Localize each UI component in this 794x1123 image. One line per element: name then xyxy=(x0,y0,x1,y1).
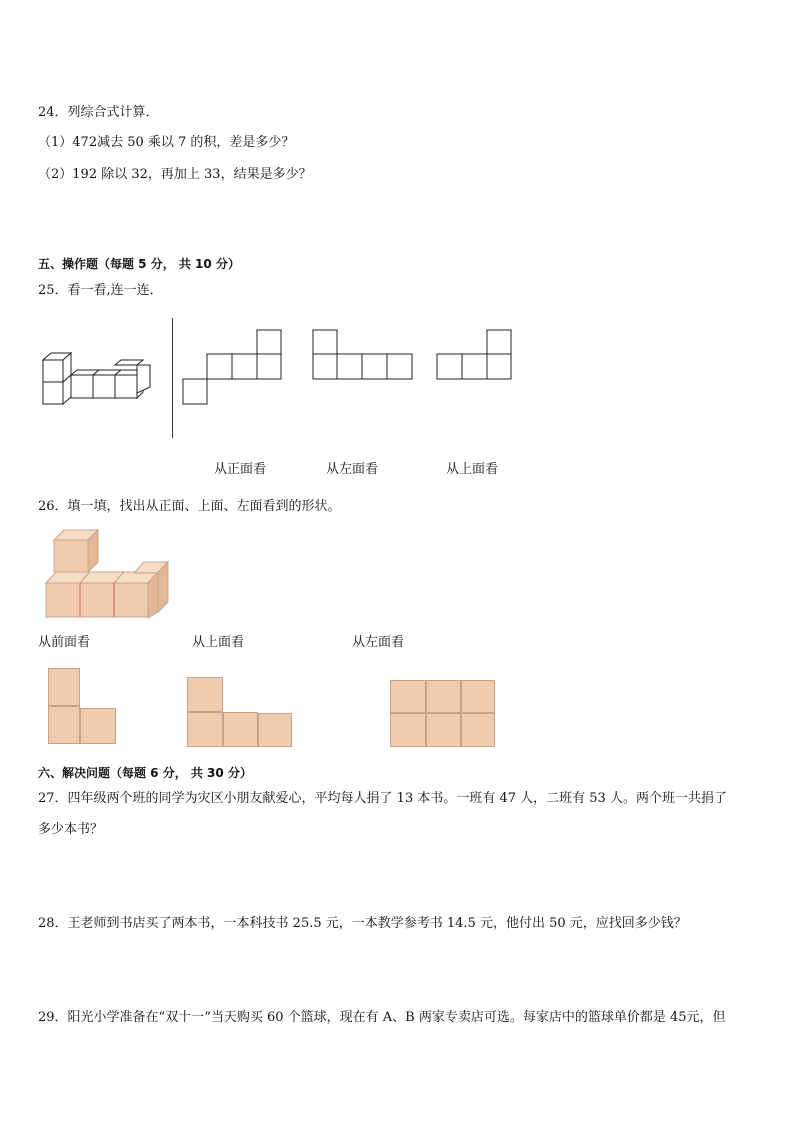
q25-view-shape-3 xyxy=(436,329,526,389)
q26-label-front: 从前面看 xyxy=(38,635,91,650)
q29-text: 29．阳光小学准备在“双十一”当天购买 60 个篮球，现在有 A、B 两家专卖店可选。每家店中的篮球单价都是 45元，但 xyxy=(38,1010,726,1025)
q25-divider xyxy=(172,318,173,438)
q24-part2: （2）192 除以 32，再加上 33，结果是多少？ xyxy=(38,167,312,182)
q25-label-front: 从正面看 xyxy=(214,462,267,477)
q25-view-shape-2 xyxy=(312,329,422,389)
q26-label-left: 从左面看 xyxy=(352,635,405,650)
q26-cube-figure xyxy=(44,528,174,623)
q26-title: 26．填一填，找出从正面、上面、左面看到的形状。 xyxy=(38,499,341,514)
q25-view-shape-1 xyxy=(182,329,292,409)
section6-heading: 六、解决问题（每题 6 分， 共 30 分） xyxy=(38,766,252,780)
q25-title: 25．看一看,连一连． xyxy=(38,283,163,298)
q27-line2: 多少本书？ xyxy=(38,822,104,837)
q26-label-top: 从上面看 xyxy=(192,635,245,650)
q25-label-left: 从左面看 xyxy=(326,462,379,477)
section5-heading: 五、操作题（每题 5 分， 共 10 分） xyxy=(38,257,240,271)
q24-part1: （1）472减去 50 乘以 7 的积，差是多少？ xyxy=(38,135,295,150)
q25-label-top: 从上面看 xyxy=(446,462,499,477)
q28-text: 28．王老师到书店买了两本书，一本科技书 25.5 元，一本教学参考书 14.5 元，他付出 50 元，应找回多少钱？ xyxy=(38,916,687,931)
q24-title: 24．列综合式计算． xyxy=(38,105,159,120)
q27-line1: 27．四年级两个班的同学为灾区小朋友献爱心，平均每人捐了 13 本书。一班有 47 人，二班有 53 人。两个班一共捐了 xyxy=(38,791,727,806)
q25-cube-figure xyxy=(40,345,170,425)
